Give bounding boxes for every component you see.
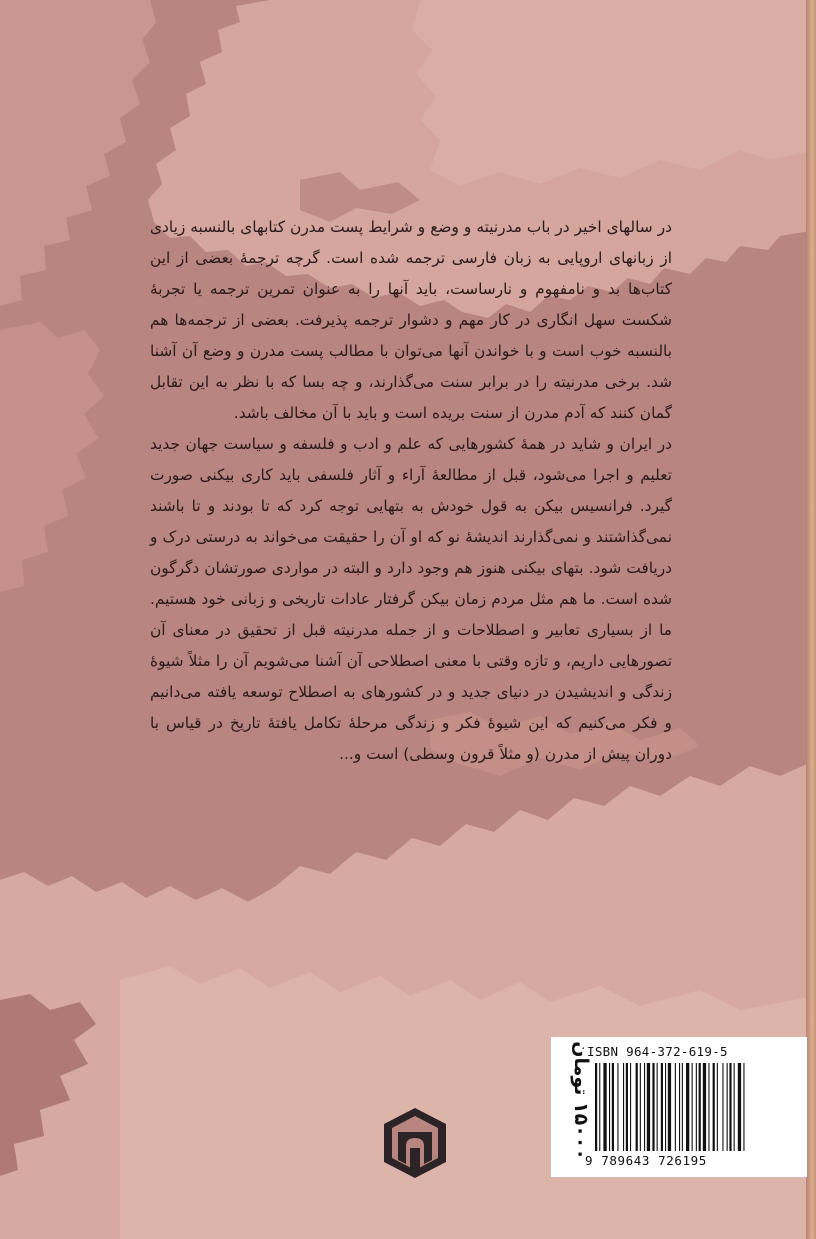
barcode-icon (595, 1063, 795, 1151)
price-label: ۱۵۰۰۰ تومان (570, 1041, 592, 1160)
blurb-paragraph-2: در ایران و شاید در همهٔ کشورهایی که علم و ادب و فلسفه و سیاست جهان جدید تعلیم و اجرا می‌شود، قبل از مطالعهٔ آراء و آثار فلسفی باید کاری بیکنی صورت گیرد. فرانسیس بیکن به قول خودش به بتهایی توجه کرد که تا بودند و تا باشند نمی‌گذاشتند و نمی‌گذارند اندیشهٔ نو که او آن را حقیقت می‌خواند به درستی درک و دریافت شود. بتهای بیکنی هنوز هم وجود دارد و البته در مواردی صورتشان دگرگون شده است. ما هم مثل مردم زمان بیکن گرفتار عادات تاریخی و زبانی خود هستیم. ما از بسیاری تعابیر و اصطلاحات و از جمله مدرنیته قبل از تحقیق در معنای آن تصورهایی داریم، و تازه وقتی با معنی اصطلاحی آن آشنا می‌شویم آن را مثلاً شیوهٔ زندگی و اندیشیدن در دنیای جدید و در کشورهای به اصطلاح توسعه یافته می‌دانیم و فکر می‌کنیم که این شیوهٔ فکر و زندگی مرحلهٔ تکامل یافتهٔ تاریخ در قیاس با دوران پیش از مدرن (و مثلاً قرون وسطی) است و... (150, 435, 672, 763)
barcode-label (551, 1037, 807, 1177)
cover-edge (806, 0, 816, 1239)
ean-number: 9 789643 726195 (585, 1153, 707, 1168)
isbn-number: ISBN 964-372-619-5 (587, 1044, 728, 1059)
blurb-paragraph-1: در سالهای اخیر در باب مدرنیته و وضع و شرایط پست مدرن کتابهای بالنسبه زیادی از زبانهای اروپایی به زبان فارسی ترجمه شده است. گرچه ترجمهٔ بعضی از این کتاب‌ها بد و نامفهوم و نارساست، باید آنها را به عنوان تمرین ترجمه یا تجربهٔ شکست سهل انگاری در کار مهم و دشوار ترجمه پذیرفت. بعضی از ترجمه‌ها هم بالنسبه خوب است و با خواندن آنها می‌توان با مطالب پست مدرن و وضع آن آشنا شد. برخی مدرنیته را در برابر سنت می‌گذارند، و چه بسا که با نظر به این تقابل گمان کنند که آدم مدرن از سنت بریده است و باید با آن مخالف باشد. (150, 218, 672, 422)
publisher-logo-icon (382, 1106, 448, 1180)
blurb-text (150, 212, 672, 770)
